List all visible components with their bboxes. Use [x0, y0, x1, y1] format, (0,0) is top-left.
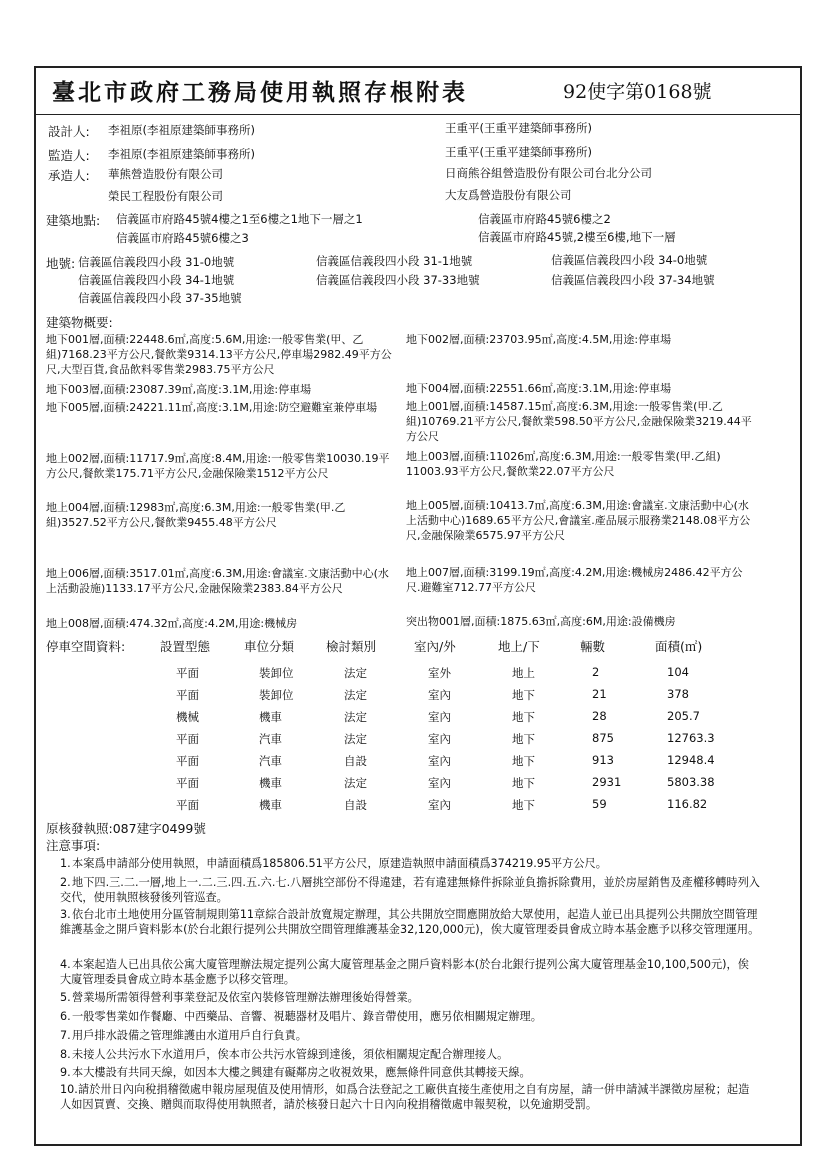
table-cell: 法定	[344, 776, 367, 790]
table-cell: 平面	[176, 754, 199, 768]
table-cell: 平面	[176, 732, 199, 746]
parking-table-header	[0, 637, 840, 655]
contractor-name: 大友爲營造股份有限公司	[445, 188, 572, 202]
table-cell: 平面	[176, 776, 199, 790]
table-cell: 室內	[428, 688, 451, 702]
table-cell: 地下	[512, 798, 535, 812]
lot-number: 信義區信義段四小段 31-1地號	[316, 254, 473, 268]
supervisor-name-1: 李祖原(李祖原建築師事務所)	[108, 147, 255, 161]
lot-number: 信義區信義段四小段 34-0地號	[551, 253, 708, 267]
supervisor-name-2: 王重平(王重平建築師事務所)	[445, 145, 592, 159]
table-cell: 機車	[259, 798, 282, 812]
contractor-name: 榮民工程股份有限公司	[108, 189, 223, 203]
table-cell: 法定	[344, 688, 367, 702]
table-cell: 2	[592, 665, 600, 679]
designer-name-2: 王重平(王重平建築師事務所)	[445, 121, 592, 135]
table-cell: 平面	[176, 798, 199, 812]
table-cell: 汽車	[259, 754, 282, 768]
designer-label: 設計人:	[48, 124, 90, 139]
floor-entry: 地下003層,面積:23087.39㎡,高度:3.1M,用途:停車場	[46, 383, 312, 396]
table-cell: 機車	[259, 776, 282, 790]
floor-entry: 地上001層,面積:14587.15㎡,高度:6.3M,用途:一般零售業(甲.乙組)10769.21平方公尺,餐飲業598.50平方公尺,金融保險業3219.44平方公尺	[406, 400, 752, 443]
table-cell: 平面	[176, 666, 199, 680]
column-header: 面積(㎡)	[655, 639, 703, 654]
lot-number: 信義區信義段四小段 37-34地號	[551, 273, 715, 287]
overview-label: 建築物概要:	[46, 315, 113, 330]
column-header: 室內/外	[414, 639, 456, 654]
table-cell: 自設	[344, 754, 367, 768]
table-cell: 12948.4	[667, 753, 715, 767]
original-permit: 原核發執照:087建字0499號	[46, 821, 206, 836]
designer-name-1: 李祖原(李祖原建築師事務所)	[108, 123, 255, 137]
site-address: 信義區市府路45號6樓之3	[116, 231, 249, 245]
site-address: 信義區市府路45號4樓之1至6樓之1地下一層之1	[116, 212, 363, 226]
lot-number: 信義區信義段四小段 34-1地號	[78, 273, 235, 287]
table-cell: 116.82	[667, 797, 708, 811]
table-cell: 59	[592, 797, 607, 811]
column-header: 地上/下	[498, 639, 540, 654]
floor-entry: 地上002層,面積:11717.9㎡,高度:8.4M,用途:一般零售業10030.19平方公尺,餐飲業175.71平方公尺,金融保險業1512平方公尺	[46, 452, 390, 480]
table-cell: 12763.3	[667, 731, 715, 745]
note-item: 8.未接人公共污水下水道用戶，俟本市公共污水管線到達後，須依相關規定配合辦理接人。	[60, 1048, 509, 1061]
contractor-label: 承造人:	[48, 168, 90, 183]
table-cell: 平面	[176, 688, 199, 702]
floor-entry: 突出物001層,面積:1875.63㎡,高度:6M,用途:設備機房	[406, 615, 676, 628]
table-cell: 法定	[344, 732, 367, 746]
table-cell: 875	[592, 731, 614, 745]
lot-number: 信義區信義段四小段 31-0地號	[78, 255, 235, 269]
table-cell: 104	[667, 665, 689, 679]
table-row	[0, 731, 840, 751]
floor-entry: 地下002層,面積:23703.95㎡,高度:4.5M,用途:停車場	[406, 333, 672, 346]
table-cell: 地下	[512, 710, 535, 724]
permit-number: 92使字第0168號	[563, 81, 712, 103]
table-cell: 裝卸位	[259, 688, 294, 702]
contractor-name: 華熊營造股份有限公司	[108, 167, 223, 181]
table-cell: 2931	[592, 775, 622, 789]
lot-number: 信義區信義段四小段 37-35地號	[78, 291, 242, 305]
floor-entry: 地下001層,面積:22448.6㎡,高度:5.6M,用途:一般零售業(甲、乙組)7168.23平方公尺,餐飲業9314.13平方公尺,停車場2982.49平方公尺,大型百貨,食品飲料零售業2983.75平方公尺	[46, 333, 392, 376]
table-cell: 室內	[428, 732, 451, 746]
floor-entry: 地下005層,面積:24221.11㎡,高度:3.1M,用途:防空避難室兼停車場	[46, 401, 378, 414]
table-cell: 地上	[512, 666, 535, 680]
table-cell: 法定	[344, 710, 367, 724]
table-cell: 378	[667, 687, 689, 701]
table-row	[0, 665, 840, 685]
note-item: 4.本案起造人已出具依公寓大廈管理辦法規定提列公寓大廈管理基金之開戶資料影本(於台北銀行提列公寓大廈管理基金10,100,500元)，俟大廈管理委員會成立時本基金應予以移交管理。	[60, 958, 749, 986]
table-cell: 室外	[428, 666, 451, 680]
table-cell: 21	[592, 687, 607, 701]
note-item: 7.用戶排水設備之管理維護由水道用戶自行負責。	[60, 1029, 307, 1042]
floor-entry: 地上008層,面積:474.32㎡,高度:4.2M,用途:機械房	[46, 617, 298, 630]
floor-entry: 地上007層,面積:3199.19㎡,高度:4.2M,用途:機械房2486.42平方公尺.避難室712.77平方公尺	[406, 566, 743, 594]
table-row	[0, 775, 840, 795]
table-cell: 室內	[428, 754, 451, 768]
note-item: 2.地下四.三.二.一層,地上一.二.三.四.五.六.七.八層挑空部份不得違建，若有違建無條件拆除並負擔拆除費用，並於房屋銷售及產權移轉時列入交代，使用執照核發後列管巡查。	[60, 876, 760, 904]
table-row	[0, 709, 840, 729]
note-item: 6.一般零售業如作餐廳、中西藥品、音響、視聽器材及唱片、錄音帶使用，應另依相關規定辦理。	[60, 1010, 542, 1023]
contractor-name: 日商熊谷組營造股份有限公司台北分公司	[445, 166, 652, 180]
table-cell: 汽車	[259, 732, 282, 746]
table-row	[0, 753, 840, 773]
table-cell: 室內	[428, 776, 451, 790]
parking-label: 停車空間資料:	[46, 639, 126, 654]
table-cell: 室內	[428, 710, 451, 724]
table-row	[0, 687, 840, 707]
table-cell: 裝卸位	[259, 666, 294, 680]
site-address: 信義區市府路45號6樓之2	[478, 212, 611, 226]
table-cell: 室內	[428, 798, 451, 812]
table-cell: 地下	[512, 776, 535, 790]
floor-entry: 地上006層,面積:3517.01㎡,高度:6.3M,用途:會議室.文康活動中心(水上活動設施)1133.17平方公尺,金融保險業2383.84平方公尺	[46, 567, 389, 595]
site-address: 信義區市府路45號,2樓至6樓,地下一層	[478, 230, 676, 244]
site-label: 建築地點:	[46, 213, 101, 228]
header-divider	[34, 114, 802, 115]
note-item: 10.請於卅日內向稅捐稽徵處申報房屋現值及使用情形，如爲合法登記之工廠供直接生產使用之自有房屋，請一併申請減半課徵房屋稅；起造人如因買賣、交換、贈與而取得使用執照者，請於核發日起六十日內向稅捐稽徵處申報契稅，以免逾期受罰。	[60, 1083, 750, 1111]
supervisor-label: 監造人:	[48, 148, 90, 163]
floor-entry: 地上004層,面積:12983㎡,高度:6.3M,用途:一般零售業(甲.乙組)3527.52平方公尺,餐飲業9455.48平方公尺	[46, 501, 346, 529]
column-header: 車位分類	[244, 639, 295, 654]
floor-entry: 地上003層,面積:11026㎡,高度:6.3M,用途:一般零售業(甲.乙組) 11003.93平方公尺,餐飲業22.07平方公尺	[406, 450, 721, 478]
table-row	[0, 797, 840, 817]
floor-entry: 地上005層,面積:10413.7㎡,高度:6.3M,用途:會議室.文康活動中心(水上活動中心)1689.65平方公尺,會議室.產品展示服務業2148.08平方公尺,金融保險業6575.97平方公尺	[406, 499, 751, 542]
note-item: 1.本案爲申請部分使用執照，申請面積爲185806.51平方公尺，原建造執照申請面積爲374219.95平方公尺。	[60, 857, 607, 870]
lot-number: 信義區信義段四小段 37-33地號	[316, 273, 480, 287]
page-title: 臺北市政府工務局使用執照存根附表	[52, 79, 468, 106]
table-cell: 機械	[176, 710, 199, 724]
note-item: 9.本大樓設有共同天線，如因本大樓之興建有礙鄰房之收視效果，應無條件同意供其轉接天線。	[60, 1066, 531, 1079]
note-item: 3.依台北市土地使用分區管制規則第11章綜合設計放寬規定辦理，其公共開放空間應開放給大眾使用，起造人並已出具提列公共開放空間管理維護基金之開戶資料影本(於台北銀行提列公共開放空間管理維護基金32,120,000元)，俟大廈管理委員會成立時本基金應予以移交管理運用。	[60, 908, 760, 936]
column-header: 設置型態	[160, 639, 211, 654]
column-header: 輛數	[580, 639, 606, 654]
table-cell: 機車	[259, 710, 282, 724]
table-cell: 28	[592, 709, 607, 723]
table-cell: 205.7	[667, 709, 700, 723]
table-cell: 地下	[512, 732, 535, 746]
table-cell: 地下	[512, 754, 535, 768]
notes-label: 注意事項:	[46, 838, 101, 853]
lot-label: 地號:	[46, 256, 76, 271]
floor-entry: 地下004層,面積:22551.66㎡,高度:3.1M,用途:停車場	[406, 382, 672, 395]
table-cell: 913	[592, 753, 614, 767]
column-header: 檢討類別	[326, 639, 377, 654]
table-cell: 5803.38	[667, 775, 715, 789]
table-cell: 地下	[512, 688, 535, 702]
table-cell: 法定	[344, 666, 367, 680]
note-item: 5.營業場所需領得營利事業登記及依室內裝修管理辦法辦理後始得營業。	[60, 991, 419, 1004]
table-cell: 自設	[344, 798, 367, 812]
